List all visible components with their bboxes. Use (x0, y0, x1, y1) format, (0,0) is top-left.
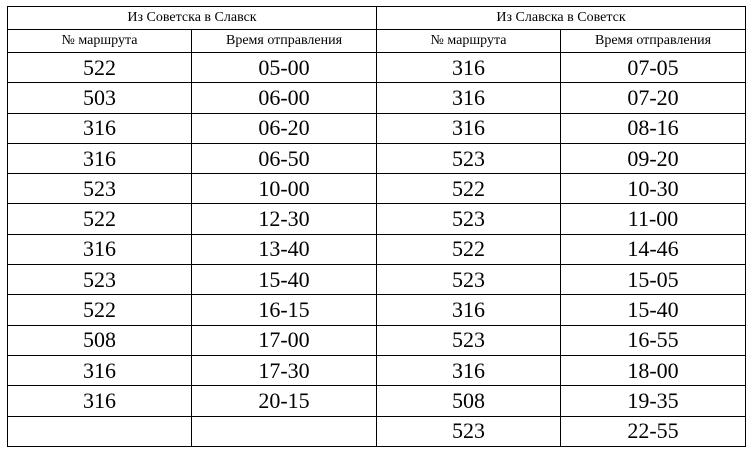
column-header-row (8, 30, 746, 53)
route-number-cell: 522 (377, 234, 561, 264)
table-row (8, 295, 746, 325)
route-number-cell: 316 (8, 386, 192, 416)
departure-time-cell: 12-30 (192, 204, 377, 234)
table-row (8, 143, 746, 173)
route-number-header: № маршрута (8, 30, 192, 53)
route-number-cell: 523 (377, 204, 561, 234)
route-number-cell: 316 (8, 143, 192, 173)
route-number-cell: 508 (377, 386, 561, 416)
departure-time-cell: 11-00 (561, 204, 746, 234)
departure-time-cell: 19-35 (561, 386, 746, 416)
departure-time-cell: 15-05 (561, 265, 746, 295)
table-row (8, 386, 746, 416)
route-number-cell: 508 (8, 325, 192, 355)
schedule-body (8, 53, 746, 447)
route-number-cell: 316 (377, 83, 561, 113)
route-number-cell: 522 (8, 53, 192, 83)
table-row (8, 53, 746, 83)
route-number-cell: 523 (377, 143, 561, 173)
route-number-cell: 522 (8, 204, 192, 234)
route-number-cell: 316 (8, 355, 192, 385)
route-number-cell: 522 (377, 174, 561, 204)
bus-schedule-table (7, 6, 746, 447)
route-number-header: № маршрута (377, 30, 561, 53)
table-row (8, 83, 746, 113)
departure-time-header: Время отправления (561, 30, 746, 53)
route-number-cell: 523 (377, 416, 561, 446)
departure-time-cell: 09-20 (561, 143, 746, 173)
departure-time-cell: 06-00 (192, 83, 377, 113)
departure-time-cell: 13-40 (192, 234, 377, 264)
departure-time-cell: 15-40 (561, 295, 746, 325)
departure-time-cell: 07-05 (561, 53, 746, 83)
departure-time-cell: 06-50 (192, 143, 377, 173)
departure-time-cell: 16-15 (192, 295, 377, 325)
route-number-cell: 316 (8, 234, 192, 264)
route-number-cell: 523 (377, 325, 561, 355)
route-number-cell: 316 (377, 113, 561, 143)
direction-header-row (8, 7, 746, 30)
table-row (8, 113, 746, 143)
direction-title-sovetsk-to-slavsk: Из Советска в Славск (8, 7, 377, 30)
table-row (8, 416, 746, 446)
table-row (8, 174, 746, 204)
direction-title-slavsk-to-sovetsk: Из Славска в Советск (377, 7, 746, 30)
route-number-cell: 523 (377, 265, 561, 295)
departure-time-cell: 10-00 (192, 174, 377, 204)
departure-time-cell: 22-55 (561, 416, 746, 446)
table-row (8, 325, 746, 355)
route-number-cell: 522 (8, 295, 192, 325)
departure-time-header: Время отправления (192, 30, 377, 53)
departure-time-cell (192, 416, 377, 446)
route-number-cell: 316 (377, 295, 561, 325)
departure-time-cell: 14-46 (561, 234, 746, 264)
departure-time-cell: 07-20 (561, 83, 746, 113)
table-row (8, 265, 746, 295)
route-number-cell (8, 416, 192, 446)
route-number-cell: 503 (8, 83, 192, 113)
route-number-cell: 316 (377, 355, 561, 385)
route-number-cell: 523 (8, 265, 192, 295)
departure-time-cell: 20-15 (192, 386, 377, 416)
departure-time-cell: 17-00 (192, 325, 377, 355)
departure-time-cell: 06-20 (192, 113, 377, 143)
departure-time-cell: 17-30 (192, 355, 377, 385)
departure-time-cell: 10-30 (561, 174, 746, 204)
departure-time-cell: 05-00 (192, 53, 377, 83)
route-number-cell: 523 (8, 174, 192, 204)
table-row (8, 234, 746, 264)
departure-time-cell: 15-40 (192, 265, 377, 295)
departure-time-cell: 18-00 (561, 355, 746, 385)
departure-time-cell: 08-16 (561, 113, 746, 143)
table-row (8, 204, 746, 234)
route-number-cell: 316 (8, 113, 192, 143)
table-row (8, 355, 746, 385)
departure-time-cell: 16-55 (561, 325, 746, 355)
route-number-cell: 316 (377, 53, 561, 83)
